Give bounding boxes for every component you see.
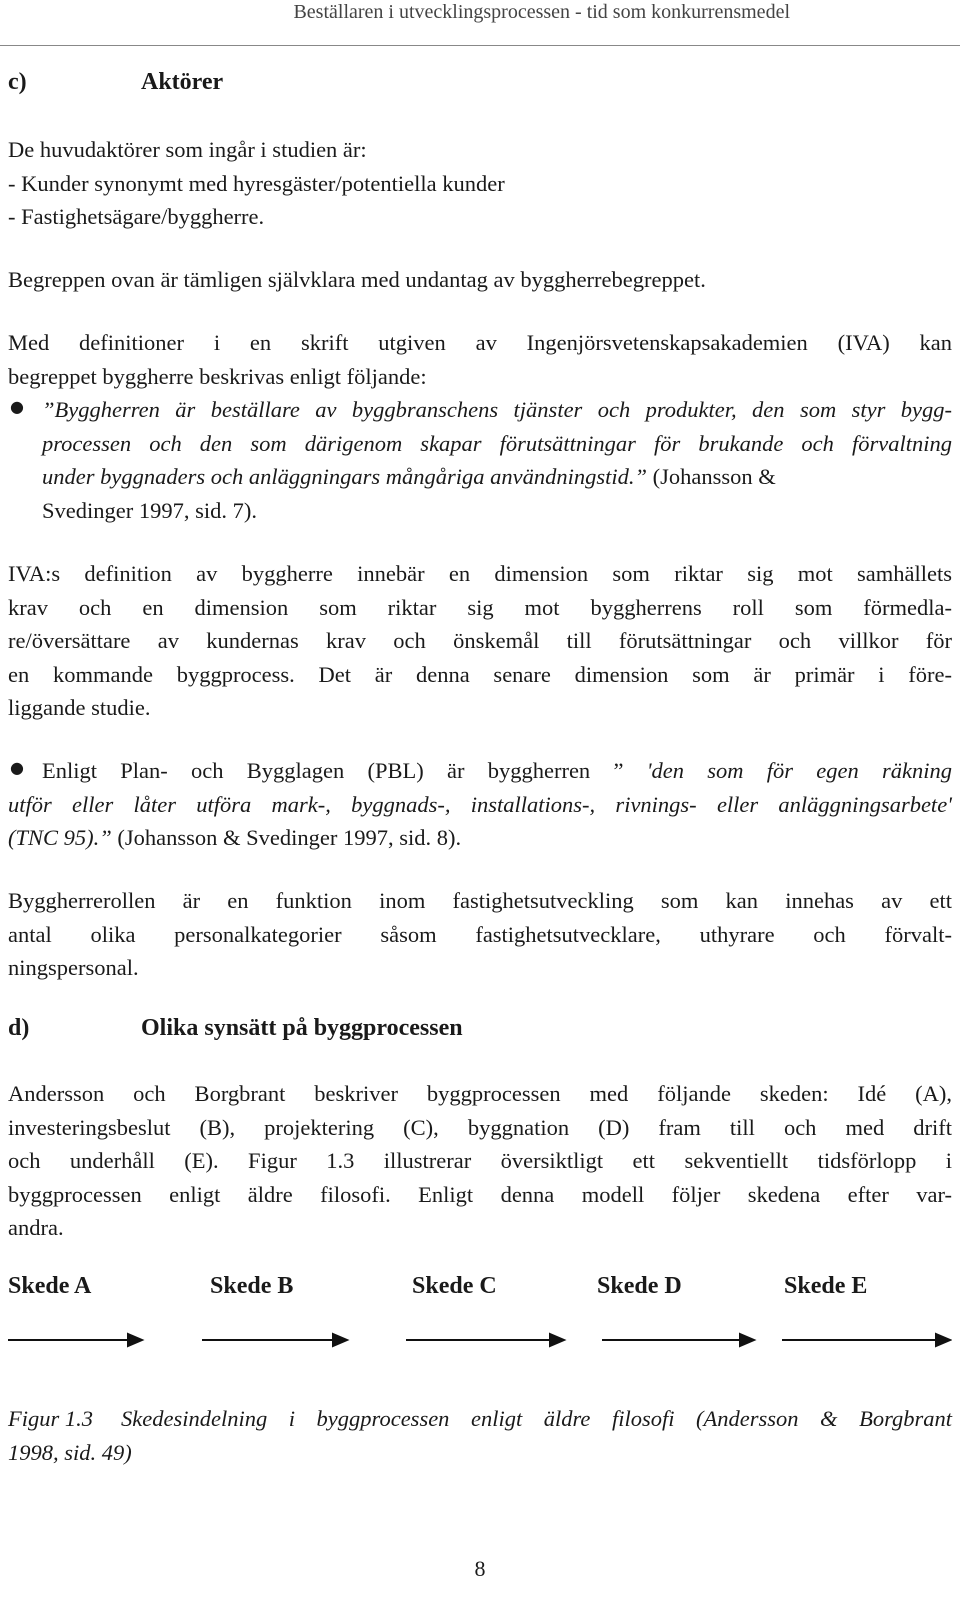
stage-arrows: [8, 1330, 952, 1350]
text-line: [42, 754, 952, 788]
iva-paragraph: [8, 557, 952, 725]
section-number: d): [8, 1015, 30, 1041]
text-line: byggprocessen enligt äldre filosofi. Enligt denna modell följer skedena efter var-: [8, 1181, 952, 1207]
caption-line: 1998, sid. 49): [8, 1439, 132, 1465]
arrow-icon: [782, 1334, 950, 1346]
bullet-icon: ●: [10, 758, 24, 777]
quote-line: utför eller låter utföra mark-, byggnads-, installations-, rivnings- eller anläggningsarbete': [8, 791, 952, 817]
quote-line: processen och den som därigenom skapar förutsättningar för brukande och förvaltning: [42, 430, 952, 456]
quote-text: (TNC 95).”: [8, 825, 112, 850]
text-line: antal olika personalkategorier såsom fastighetsutvecklare, uthyrare och förvalt-: [8, 921, 952, 947]
text-line: IVA:s definition av byggherre innebär en dimension som riktar sig mot samhällets: [8, 561, 952, 586]
caption-text: Skedesindelning i byggprocessen enligt äldre filosofi (Andersson & Borgbrant: [121, 1406, 952, 1431]
stage-label-c: Skede C: [412, 1273, 497, 1299]
text-line: Med definitioner i en skrift utgiven av Ingenjörsvetenskapsakademien (IVA) kan: [8, 330, 952, 355]
text-line: - Kunder synonymt med hyresgäster/potentiella kunder: [8, 170, 505, 196]
text-line: Andersson och Borgbrant beskriver byggprocessen med följande skeden: Idé (A),: [8, 1081, 952, 1106]
section-heading-d: [8, 1012, 463, 1044]
stage-label-a: Skede A: [8, 1273, 92, 1299]
bullet-quote-1: [42, 393, 952, 527]
text-line: begreppet byggherre beskrivas enligt följande:: [8, 363, 427, 389]
arrow-icon: [406, 1334, 564, 1346]
arrow-icon: [602, 1334, 754, 1346]
quote-line-with-citation: [42, 460, 952, 494]
bullet-icon: ●: [10, 397, 24, 416]
section-number: c): [8, 69, 27, 95]
stage-label-e: Skede E: [784, 1273, 868, 1299]
plain-text: Enligt Plan- och Bygglagen (PBL) är byggherren ”: [42, 758, 647, 783]
arrow-icon: [202, 1334, 347, 1346]
stage-label-b: Skede B: [210, 1273, 294, 1299]
section-title: Olika synsätt på byggprocessen: [141, 1015, 463, 1041]
text-line: re/översättare av kundernas krav och önskemål till förutsättningar och villkor för: [8, 628, 952, 653]
section-title: Aktörer: [141, 69, 224, 95]
bullet-quote-2: [8, 754, 952, 855]
text-line: andra.: [8, 1215, 64, 1240]
process-paragraph: [8, 1077, 952, 1245]
caption-label: Figur 1.3: [8, 1406, 94, 1431]
text-line: Byggherrerollen är en funktion inom fastighetsutveckling som kan innehas av ett: [8, 888, 952, 913]
figure-caption: [8, 1402, 952, 1469]
text-line: krav och en dimension som riktar sig mot byggherrens roll som förmedla-: [8, 594, 952, 620]
stage-label-d: Skede D: [597, 1273, 682, 1299]
text-line: en kommande byggprocess. Det är denna senare dimension som är primär i före-: [8, 661, 952, 687]
caption-line: [8, 1402, 952, 1436]
quote-line: under byggnaders och anläggningars mångåriga användningstid.”: [42, 464, 647, 489]
citation: Svedinger 1997, sid. 7).: [42, 497, 257, 523]
text-line: investeringsbeslut (B), projektering (C), byggnation (D) fram till och med drift: [8, 1114, 952, 1140]
arrow-icon: [8, 1334, 142, 1346]
concepts-paragraph: [8, 263, 952, 297]
text-line: De huvudaktörer som ingår i studien är:: [8, 137, 367, 162]
section-heading-c: [8, 66, 223, 98]
header-rule: [0, 45, 960, 46]
quote-line: ”Byggherren är beställare av byggbranschens tjänster och produkter, den som styr bygg-: [42, 397, 952, 422]
quote-text: 'den som för egen räkning: [646, 758, 952, 783]
text-line: [8, 821, 952, 855]
role-paragraph: [8, 884, 952, 985]
citation: (Johansson & Svedinger 1997, sid. 8).: [111, 825, 462, 850]
text-line: ningspersonal.: [8, 955, 139, 980]
iva-intro: [8, 326, 952, 393]
actors-intro: [8, 133, 952, 234]
citation: (Johansson &: [647, 464, 776, 489]
page-number: 8: [474, 1556, 486, 1581]
running-title: Beställaren i utvecklingsprocessen - tid som konkurrensmedel: [293, 1, 790, 23]
running-header: [0, 0, 960, 28]
text-line: Begreppen ovan är tämligen självklara med undantag av byggherrebegreppet.: [8, 267, 706, 292]
text-line: och underhåll (E). Figur 1.3 illustrerar översiktligt ett sekventiellt tidsförlopp i: [8, 1148, 952, 1173]
text-line: - Fastighetsägare/byggherre.: [8, 204, 265, 229]
text-line: liggande studie.: [8, 695, 151, 720]
